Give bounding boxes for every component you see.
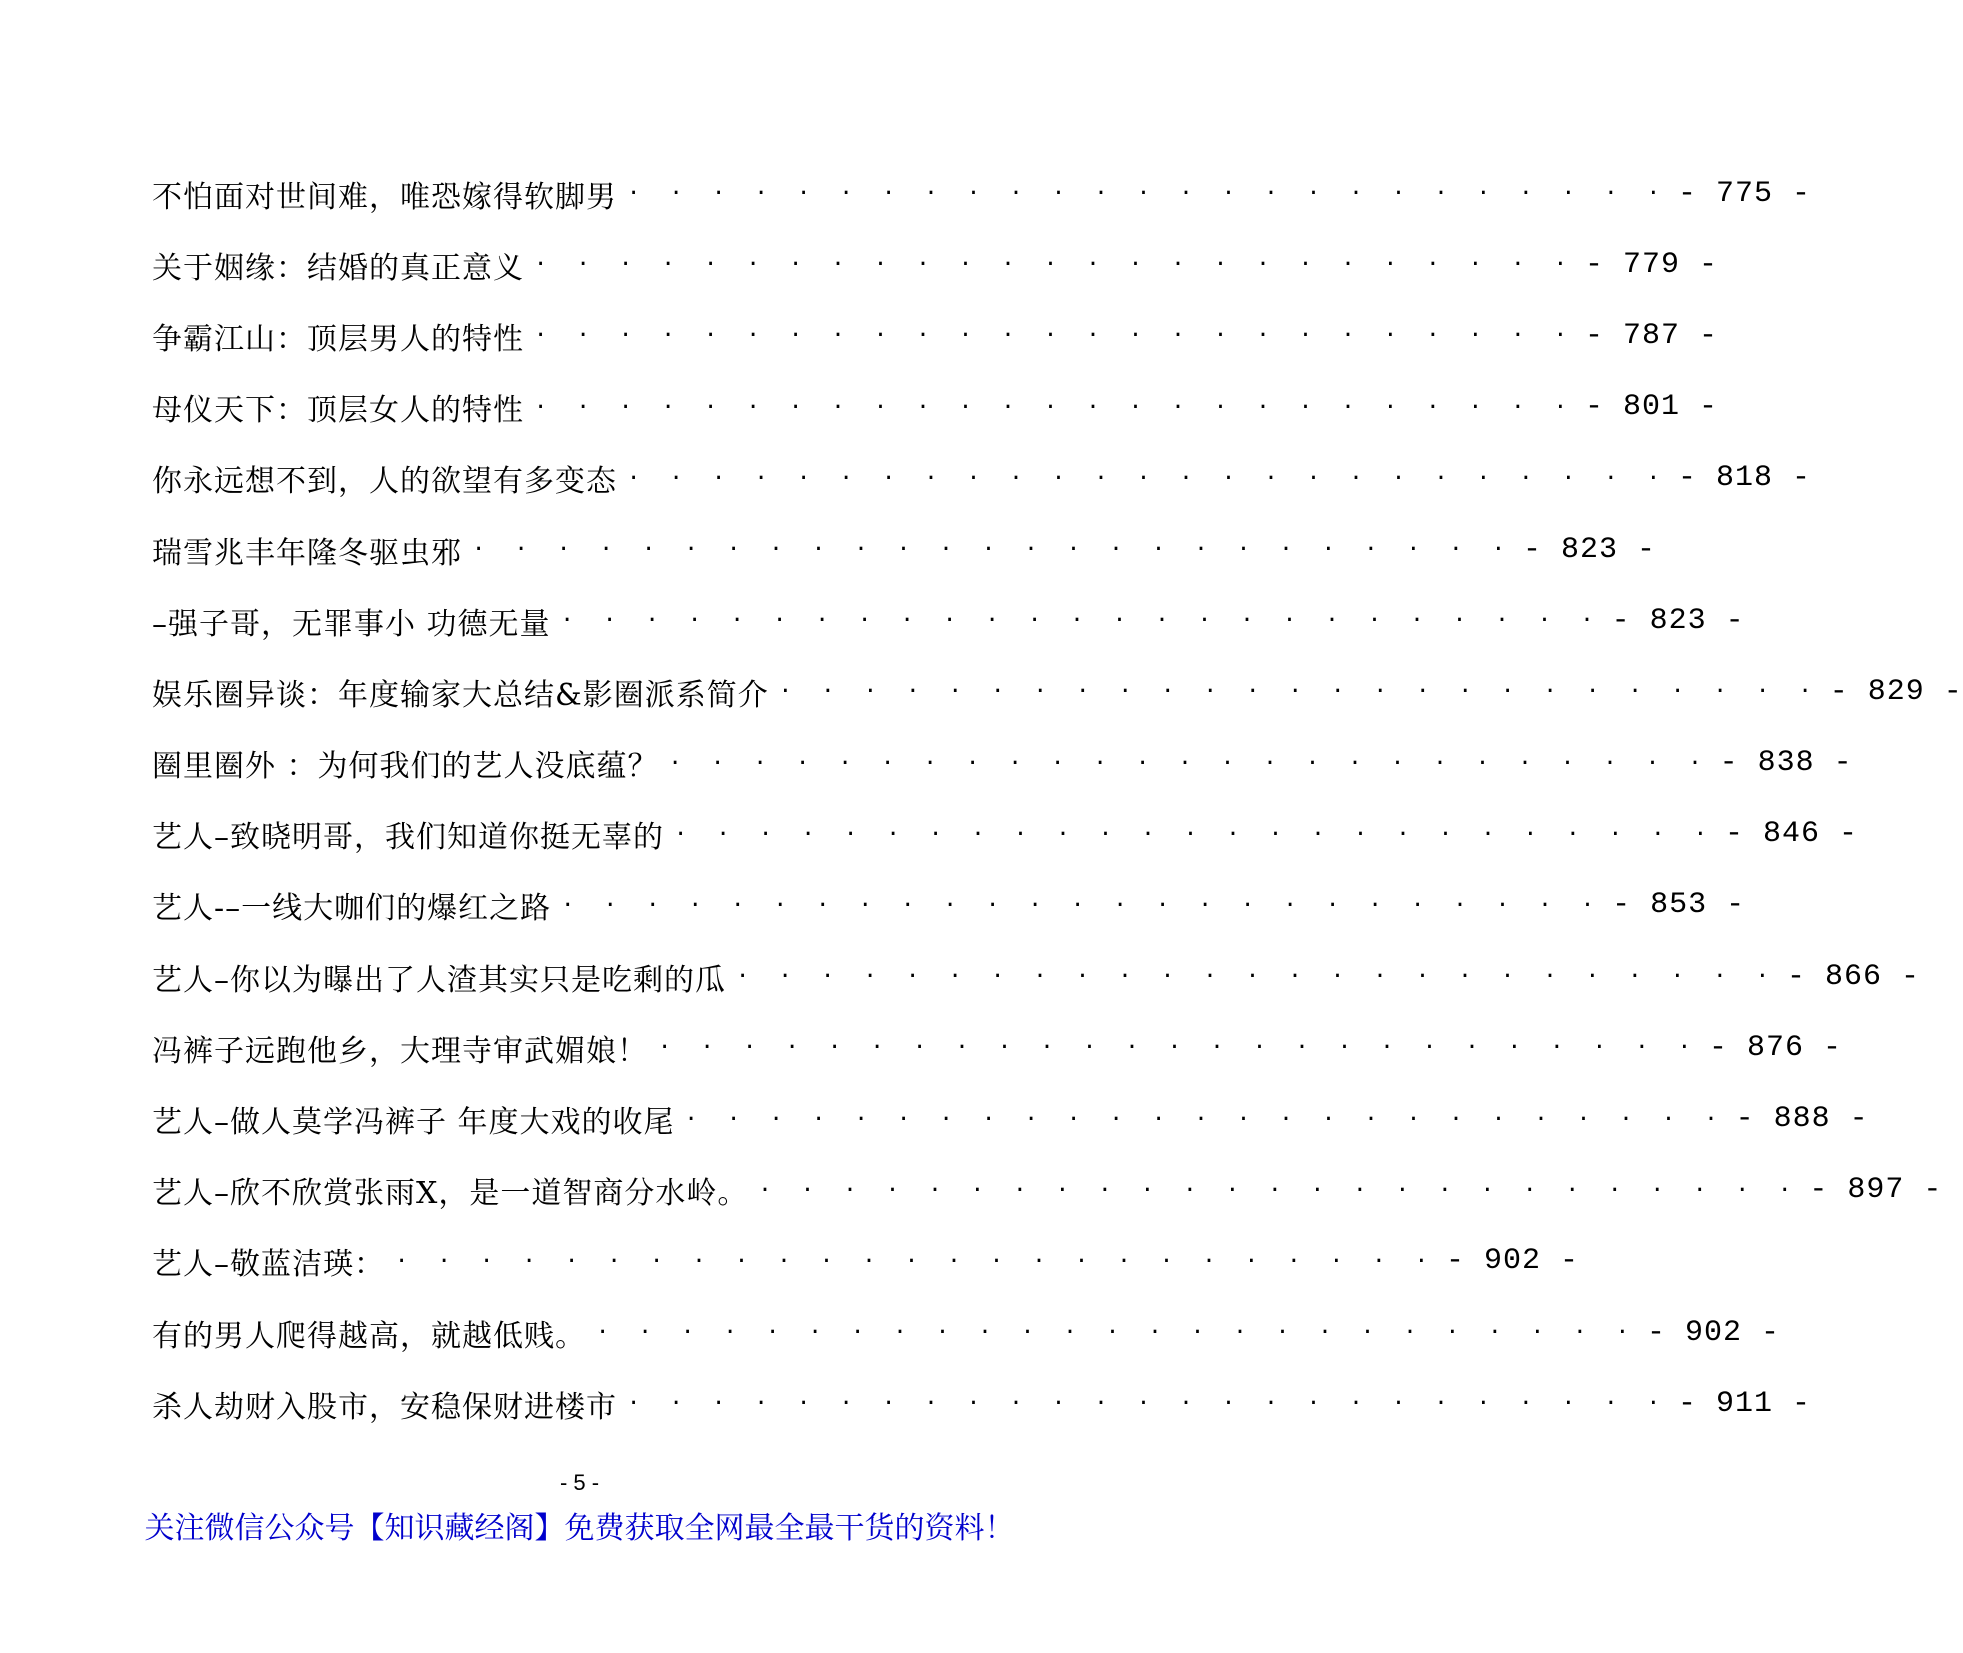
toc-entry-title: 争霸江山：顶层男人的特性 — [152, 321, 524, 357]
toc-entry-page: - 775 - — [1678, 176, 1812, 211]
toc-entry-page: - 818 - — [1678, 461, 1812, 496]
toc-entry-page: - 846 - — [1725, 817, 1859, 852]
toc-entry-title: 母仪天下：顶层女人的特性 — [152, 393, 524, 429]
toc-entry-page: - 902 - — [1446, 1244, 1580, 1279]
toc-entry[interactable] — [152, 1012, 1843, 1083]
table-of-contents — [152, 158, 1963, 1439]
toc-dot-leader: · · · · · · · · · · · · · · · · · · · · · · · · · — [472, 537, 1514, 563]
toc-entry-page: - 823 - — [1611, 603, 1745, 638]
toc-dot-leader: · · · · · · · · · · · · · · · · · · · · · · · · · — [758, 1177, 1800, 1203]
toc-dot-leader: · · · · · · · · · · · · · · · · · · · · · · · · · — [684, 1106, 1726, 1132]
toc-entry-title: 艺人–你以为曝出了人渣其实只是吃剩的瓜 — [152, 962, 726, 998]
toc-entry[interactable] — [152, 1083, 1869, 1154]
toc-dot-leader: · · · · · · · · · · · · · · · · · · · · · · · · · — [658, 1035, 1700, 1061]
toc-entry[interactable] — [152, 1297, 1781, 1368]
toc-dot-leader: · · · · · · · · · · · · · · · · · · · · · · · · · — [596, 1320, 1638, 1346]
toc-entry-page: - 823 - — [1523, 532, 1657, 567]
toc-entry-title: 艺人-–一线大咖们的爆红之路 — [152, 891, 552, 927]
toc-dot-leader: · · · · · · · · · · · · · · · · · · · · · · · · · — [561, 892, 1603, 918]
toc-entry-title: –强子哥，无罪事小 功德无量 — [152, 606, 551, 642]
toc-entry-page: - 888 - — [1735, 1102, 1869, 1137]
toc-entry[interactable] — [152, 1368, 1812, 1439]
toc-entry[interactable] — [152, 1155, 1943, 1226]
toc-entry-title: 娱乐圈异谈：年度输家大总结&影圈派系简介 — [152, 677, 769, 713]
page-number: - 5 - — [559, 1470, 600, 1495]
toc-entry-page: - 829 - — [1829, 674, 1963, 709]
toc-dot-leader: · · · · · · · · · · · · · · · · · · · · · · · · · — [534, 394, 1576, 420]
toc-dot-leader: · · · · · · · · · · · · · · · · · · · · · · · · · — [627, 465, 1669, 491]
toc-entry-page: - 876 - — [1709, 1030, 1843, 1065]
toc-entry-page: - 902 - — [1647, 1315, 1781, 1350]
toc-entry-page: - 866 - — [1787, 959, 1921, 994]
toc-entry[interactable] — [152, 585, 1745, 656]
toc-entry-title: 不怕面对世间难，唯恐嫁得软脚男 — [152, 179, 617, 215]
toc-dot-leader: · · · · · · · · · · · · · · · · · · · · · · · · · — [534, 323, 1576, 349]
toc-entry-title: 艺人–做人莫学冯裤子 年度大戏的收尾 — [152, 1105, 675, 1141]
toc-entry[interactable] — [152, 728, 1853, 799]
toc-entry[interactable] — [152, 656, 1963, 727]
toc-entry-title: 冯裤子远跑他乡，大理寺审武媚娘！ — [152, 1033, 648, 1069]
toc-entry-title: 圈里圈外 ：为何我们的艺人没底蕴？ — [152, 749, 659, 785]
toc-entry-title: 艺人–敬蓝洁瑛： — [152, 1247, 385, 1283]
toc-entry[interactable] — [152, 372, 1719, 443]
toc-entry[interactable] — [152, 514, 1657, 585]
toc-entry-title: 有的男人爬得越高，就越低贱。 — [152, 1318, 586, 1354]
toc-entry-page: - 853 - — [1612, 888, 1746, 923]
toc-entry[interactable] — [152, 158, 1812, 229]
toc-dot-leader: · · · · · · · · · · · · · · · · · · · · · · · · · — [674, 821, 1716, 847]
toc-dot-leader: · · · · · · · · · · · · · · · · · · · · · · · · · — [560, 608, 1602, 634]
toc-dot-leader: · · · · · · · · · · · · · · · · · · · · · · · · · — [627, 1391, 1669, 1417]
toc-entry-title: 你永远想不到，人的欲望有多变态 — [152, 464, 617, 500]
toc-dot-leader: · · · · · · · · · · · · · · · · · · · · · · · · · — [395, 1248, 1437, 1274]
toc-entry[interactable] — [152, 870, 1746, 941]
toc-dot-leader: · · · · · · · · · · · · · · · · · · · · · · · · · — [668, 750, 1710, 776]
toc-entry-page: - 787 - — [1585, 318, 1719, 353]
toc-entry-page: - 897 - — [1809, 1173, 1943, 1208]
toc-entry-page: - 838 - — [1719, 746, 1853, 781]
toc-entry-title: 关于姻缘：结婚的真正意义 — [152, 250, 524, 286]
toc-entry[interactable] — [152, 443, 1812, 514]
toc-entry[interactable] — [152, 1226, 1580, 1297]
toc-entry-page: - 801 - — [1585, 390, 1719, 425]
footer-promo-banner[interactable]: 关注微信公众号【知识藏经阁】免费获取全网最全最干货的资料！ — [144, 1511, 1015, 1546]
toc-entry[interactable] — [152, 799, 1859, 870]
toc-entry-title: 杀人劫财入股市，安稳保财进楼市 — [152, 1389, 617, 1425]
toc-dot-leader: · · · · · · · · · · · · · · · · · · · · · · · · · — [736, 964, 1778, 990]
toc-entry[interactable] — [152, 229, 1719, 300]
toc-dot-leader: · · · · · · · · · · · · · · · · · · · · · · · · · — [778, 679, 1820, 705]
toc-dot-leader: · · · · · · · · · · · · · · · · · · · · · · · · · — [534, 252, 1576, 278]
toc-entry-title: 艺人–欣不欣赏张雨X，是一道智商分水岭。 — [152, 1176, 749, 1212]
toc-entry[interactable] — [152, 941, 1921, 1012]
toc-dot-leader: · · · · · · · · · · · · · · · · · · · · · · · · · — [627, 181, 1669, 207]
toc-entry-page: - 911 - — [1678, 1386, 1812, 1421]
toc-entry-title: 艺人–致晓明哥，我们知道你挺无辜的 — [152, 820, 664, 856]
toc-entry-page: - 779 - — [1585, 247, 1719, 282]
toc-entry-title: 瑞雪兆丰年隆冬驱虫邪 — [152, 535, 462, 571]
toc-entry[interactable] — [152, 300, 1719, 371]
